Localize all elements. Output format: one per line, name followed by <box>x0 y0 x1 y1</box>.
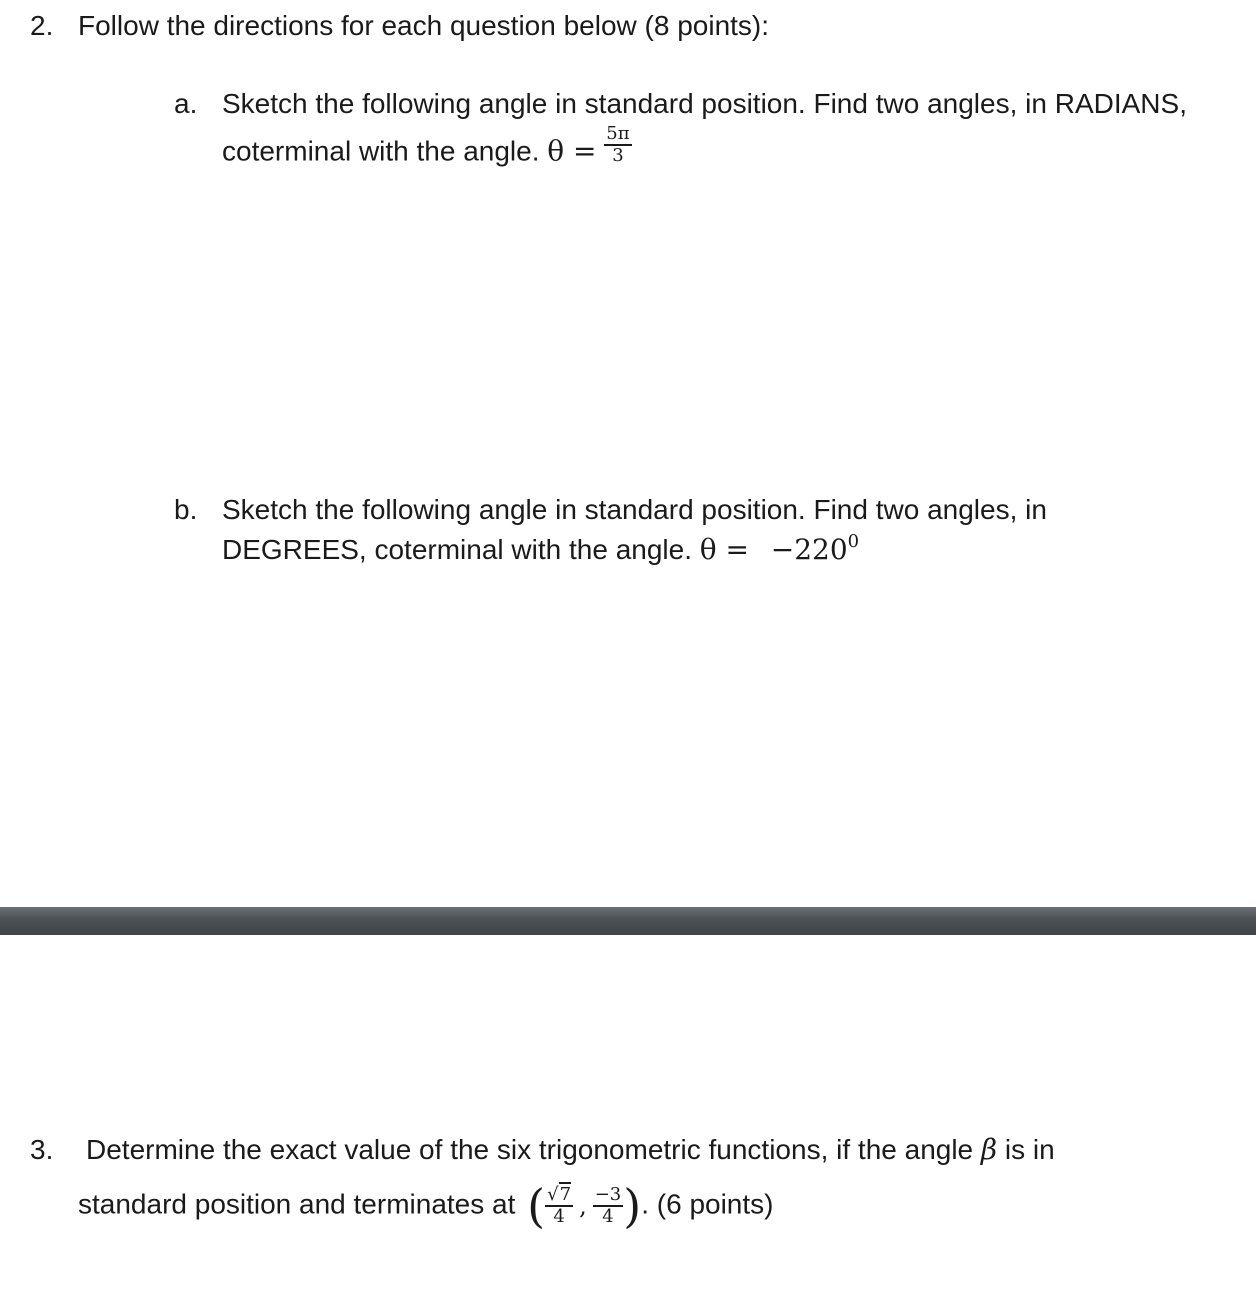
part-a-fraction-numerator: 5π <box>606 123 630 144</box>
part-a-fraction <box>604 124 631 166</box>
part-a-fraction-denominator: 3 <box>612 145 624 166</box>
question-3-line1 <box>86 1132 1055 1168</box>
x-denominator: 4 <box>553 1206 565 1227</box>
x-coordinate-fraction <box>545 1185 573 1227</box>
y-coordinate-fraction <box>593 1185 624 1227</box>
question-2-number: 2. <box>30 10 54 41</box>
part-a-line1: Sketch the following angle in standard position. Find two angles, in RADIANS, <box>222 88 1187 119</box>
page-divider <box>0 907 1256 935</box>
y-numerator: −3 <box>594 1184 622 1205</box>
part-b-letter: b. <box>174 494 198 525</box>
x-numerator <box>545 1185 573 1207</box>
part-b-line2-wrap <box>222 532 859 572</box>
question-3-number: 3. <box>30 1134 54 1165</box>
question-3-points: . (6 points) <box>641 1188 774 1220</box>
radical-sign: √ <box>547 1184 559 1205</box>
part-b-line2: DEGREES, coterminal with the angle. <box>222 534 692 565</box>
radicand: 7 <box>559 1184 572 1205</box>
question-3-line1-text: Determine the exact value of the six trigonometric functions, if the angle <box>86 1134 974 1165</box>
coordinate-comma: , <box>579 1192 587 1220</box>
beta-symbol: β <box>980 1133 998 1166</box>
part-a-line2: coterminal with the angle. <box>222 135 540 167</box>
question-3-line1-end: is in <box>1004 1134 1055 1165</box>
part-b-value: −220 <box>770 533 848 566</box>
open-paren: ( <box>527 1179 546 1233</box>
question-3-line2 <box>78 1179 774 1233</box>
part-b-line1: Sketch the following angle in standard position. Find two angles, in <box>222 494 1047 525</box>
close-paren: ) <box>623 1179 642 1233</box>
part-b-superscript: 0 <box>847 531 860 552</box>
question-3-line2-text: standard position and terminates at <box>78 1188 516 1220</box>
y-denominator: 4 <box>602 1206 614 1227</box>
part-a-letter: a. <box>174 88 198 119</box>
question-2-prompt: Follow the directions for each question below (8 points): <box>78 10 770 41</box>
part-a-line2-wrap <box>222 123 632 174</box>
part-a-theta: θ = <box>547 134 597 168</box>
part-b-theta: θ = <box>699 533 749 566</box>
